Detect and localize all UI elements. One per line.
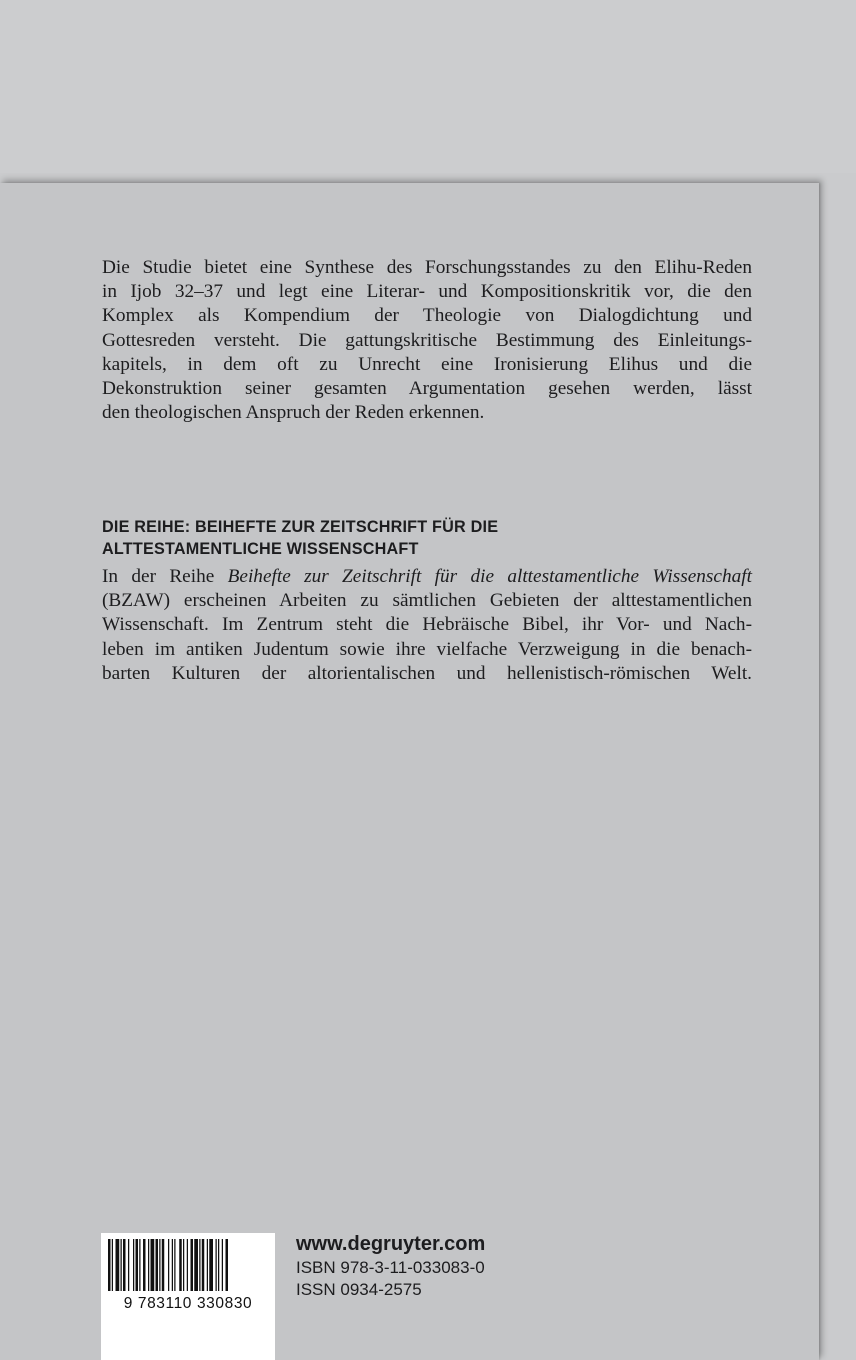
barcode-digits: 9 783110 330830 <box>123 1295 253 1312</box>
barcode-bar <box>222 1239 223 1291</box>
barcode-bar <box>116 1239 120 1291</box>
barcode-bar <box>168 1239 169 1291</box>
barcode-bar <box>202 1239 205 1291</box>
barcode-bar <box>148 1239 149 1291</box>
series-line: (BZAW) erscheinen Arbeiten zu sämtlichen Gebieten der alttestamentlichen <box>102 590 752 612</box>
barcode-bar <box>172 1239 173 1291</box>
barcode-bar <box>143 1239 146 1291</box>
barcode-bar <box>209 1239 213 1291</box>
abstract-line: Dekonstruktion seiner gesamten Argumentation gesehen werden, lässt <box>102 378 752 400</box>
barcode-bar <box>183 1239 184 1291</box>
abstract-line: kapitels, in dem oft zu Unrecht eine Ironisierung Elihus und die <box>102 353 752 375</box>
barcode-bar <box>226 1239 229 1291</box>
issn-number: ISSN 0934-2575 <box>296 1280 422 1299</box>
series-line: barten Kulturen der altorientalischen und hellenistisch-römischen Welt. <box>102 662 752 684</box>
barcode-bar <box>128 1239 129 1291</box>
barcode-bar <box>191 1239 194 1291</box>
barcode-bar <box>136 1239 139 1291</box>
barcode-bar <box>194 1239 198 1291</box>
barcode-bars <box>108 1239 268 1291</box>
barcode-bar <box>108 1239 111 1291</box>
barcode-bar <box>218 1239 219 1291</box>
series-line: Wissenschaft. Im Zentrum steht die Hebräische Bibel, ihr Vor- und Nach- <box>102 614 752 636</box>
series-heading <box>102 516 762 560</box>
barcode-bar <box>216 1239 217 1291</box>
abstract-line: Komplex als Kompendium der Theologie von Dialogdichtung und <box>102 305 752 327</box>
abstract-line: den theologischen Anspruch der Reden erkennen. <box>102 402 485 424</box>
top-band <box>0 0 856 173</box>
series-heading-line: DIE REIHE: BEIHEFTE ZUR ZEITSCHRIFT FÜR DIE <box>102 518 499 536</box>
isbn-number: ISBN 978-3-11-033083-0 <box>296 1258 485 1277</box>
barcode-bar <box>159 1239 160 1291</box>
series-title: Beihefte zur Zeitschrift für die alttestamentliche Wissenschaft <box>227 566 752 587</box>
abstract-line: Gottesreden versteht. Die gattungskritische Bestimmung des Einleitungs- <box>102 329 752 351</box>
barcode-bar <box>133 1239 134 1291</box>
series-line-prefix: In der Reihe <box>102 566 228 587</box>
abstract-paragraph <box>102 256 752 425</box>
series-line: leben im antiken Judentum sowie ihre vielfache Verzweigung in die benach- <box>102 638 752 660</box>
barcode-bar <box>123 1239 126 1291</box>
barcode-bar <box>199 1239 200 1291</box>
barcode-bar <box>187 1239 188 1291</box>
series-paragraph <box>102 565 752 686</box>
barcode-bar <box>179 1239 182 1291</box>
publisher-url[interactable]: www.degruyter.com <box>296 1233 486 1255</box>
barcode-bar <box>156 1239 159 1291</box>
abstract-line: in Ijob 32–37 und legt eine Literar- und Kompositionskritik vor, die den <box>102 281 752 303</box>
series-line <box>102 565 752 589</box>
publisher-info <box>296 1231 485 1301</box>
barcode-bar <box>112 1239 113 1291</box>
barcode-bar <box>162 1239 165 1291</box>
barcode-bar <box>139 1239 140 1291</box>
barcode-bar <box>151 1239 155 1291</box>
barcode-bar <box>121 1239 122 1291</box>
series-heading-line: ALTTESTAMENTLICHE WISSENSCHAFT <box>102 540 419 558</box>
barcode-bar <box>174 1239 175 1291</box>
abstract-line: Die Studie bietet eine Synthese des Forschungsstandes zu den Elihu-Reden <box>102 257 752 278</box>
isbn-barcode <box>101 1233 275 1360</box>
barcode-bar <box>207 1239 208 1291</box>
